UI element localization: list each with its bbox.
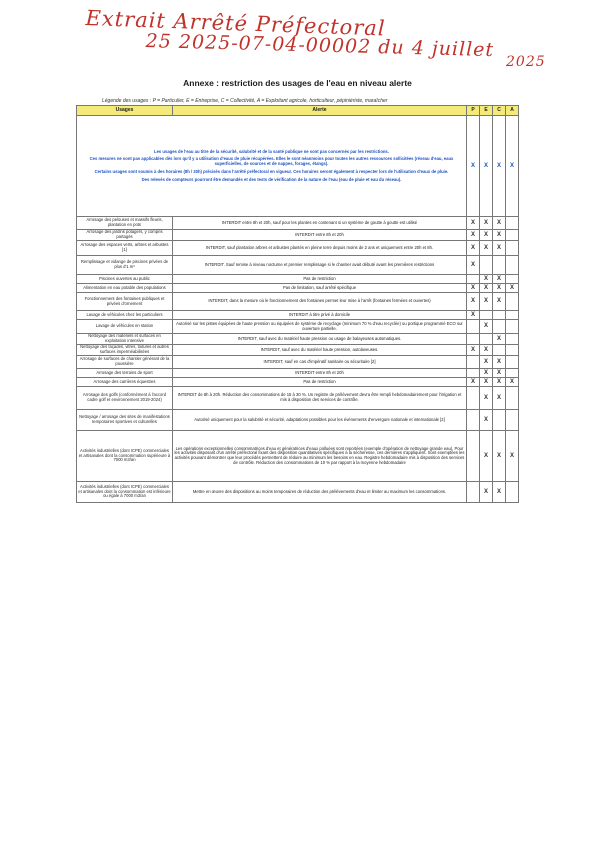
- header-c: C: [493, 106, 506, 116]
- table-header-row: [77, 106, 519, 116]
- usage-cell: Activités industrielles (dont ICPE) commerciales et artisanales dont la consommation supérieure à 7000 m3/an: [77, 431, 173, 482]
- alerte-cell: Pas de restriction: [173, 275, 467, 284]
- usage-cell: Nettoyage / arrosage des sites de manifestations temporaires sportives et culturelles: [77, 410, 173, 431]
- usage-cell: Arrosage des pelouses et massifs fleuris, plantation en pots: [77, 217, 173, 230]
- table-row: [77, 284, 519, 293]
- mark-c: X: [493, 284, 506, 293]
- table-row: [77, 334, 519, 345]
- mark-e: [480, 334, 493, 345]
- alerte-cell: Les opérations exceptionnelles consommatrices d'eau et génératrices d'eaux polluées sont reportées (exemple d'opération de nettoyage grande eau). Pour les activités disposant d'un arrêté préfectoral fixant des disposition quantitatives spécifiques à la sécheresse, ces dernières s'appliquent. Sont exemptées les activités pouvant démontrer que leur procédés permettent de réduire au minimum les besoins en eau. Registre hebdomadaire mis à disposition des services de contrôle. Réduction des consommations de 10 % par rapport à la moyenne hebdomadaire: [173, 431, 467, 482]
- document-title: Annexe : restriction des usages de l'eau en niveau alerte: [183, 78, 412, 88]
- table-row: [77, 482, 519, 503]
- table-row: [77, 256, 519, 275]
- usage-cell: Nettoyage des matériels et surfaces en exploitation intensive: [77, 334, 173, 345]
- mark-e: X: [480, 482, 493, 503]
- usage-cell: Remplissage et vidange de piscines privées de plus d'1 m³: [77, 256, 173, 275]
- usage-cell: Arrosage des espaces verts, arbres et arbustes [1]: [77, 241, 173, 256]
- mark-c: X: [493, 334, 506, 345]
- mark-p: [467, 369, 480, 378]
- mark-p: X: [467, 293, 480, 311]
- table-row: [77, 217, 519, 230]
- table-row: [77, 387, 519, 410]
- mark-e: X: [480, 387, 493, 410]
- header-p: P: [467, 106, 480, 116]
- mark-c: X: [493, 217, 506, 230]
- mark-a: [506, 217, 519, 230]
- mark-a: X: [506, 431, 519, 482]
- mark-c: X: [493, 369, 506, 378]
- mark-p: X: [467, 378, 480, 387]
- mark-p: X: [467, 284, 480, 293]
- alerte-cell: Pas de limitation, sauf arrêté spécifique: [173, 284, 467, 293]
- mark-e: X: [480, 345, 493, 356]
- header-e: E: [480, 106, 493, 116]
- info-mark-a: X: [506, 116, 519, 217]
- table-row: [77, 378, 519, 387]
- alerte-cell: INTERDIT entre 8h et 20h: [173, 230, 467, 241]
- mark-c: [493, 320, 506, 334]
- mark-a: [506, 369, 519, 378]
- mark-e: X: [480, 293, 493, 311]
- table-row: [77, 431, 519, 482]
- mark-a: X: [506, 378, 519, 387]
- mark-c: [493, 311, 506, 320]
- info-mark-p: X: [467, 116, 480, 217]
- mark-p: X: [467, 311, 480, 320]
- alerte-cell: Pas de restriction: [173, 378, 467, 387]
- alerte-cell: INTERDIT entre 8h et 20h, sauf pour les plantes en contenant si un système de goutte à goutte est utilisé: [173, 217, 467, 230]
- mark-p: X: [467, 241, 480, 256]
- mark-p: [467, 334, 480, 345]
- table-row: [77, 311, 519, 320]
- usage-cell: Nettoyage des façades, vitres, toitures et autres surfaces imperméabilisées: [77, 345, 173, 356]
- mark-a: [506, 345, 519, 356]
- info-paragraph: Des relevés de compteurs pourront être demandés et des tests de vérification de la nature de l'eau (eau de pluie et eau du réseau).: [141, 176, 402, 182]
- mark-a: [506, 241, 519, 256]
- usage-cell: Piscines ouvertes au public: [77, 275, 173, 284]
- mark-e: X: [480, 275, 493, 284]
- alerte-cell: INTERDIT entre 8h et 20h: [173, 369, 467, 378]
- table-row: [77, 410, 519, 431]
- mark-a: [506, 387, 519, 410]
- alerte-cell: INTERDIT, sauf plantation arbres et arbustes plantés en pleine terre depuis moins de 2 ans et uniquement entre 20h et 8h.: [173, 241, 467, 256]
- mark-e: X: [480, 284, 493, 293]
- mark-e: X: [480, 320, 493, 334]
- mark-a: [506, 482, 519, 503]
- alerte-cell: INTERDIT, sauf avec du matériel haute pression, autolaveuses.: [173, 345, 467, 356]
- mark-p: X: [467, 217, 480, 230]
- alerte-cell: Autorisé uniquement pour la salubrité et sécurité, adaptations possibles pour les événements d'envergure nationale et internationale [2]: [173, 410, 467, 431]
- mark-a: [506, 230, 519, 241]
- table-row: [77, 230, 519, 241]
- table-row: [77, 345, 519, 356]
- alerte-cell: Mettre en œuvre des dispositions au moins temporaires de réduction des prélèvements d'eau et limiter au maximum les consommations.: [173, 482, 467, 503]
- mark-p: [467, 431, 480, 482]
- usage-cell: Lavage de véhicules en station: [77, 320, 173, 334]
- mark-c: X: [493, 241, 506, 256]
- table-row: [77, 320, 519, 334]
- mark-a: [506, 334, 519, 345]
- alerte-cell: INTERDIT à titre privé à domicile: [173, 311, 467, 320]
- usage-cell: Arrosage des terrains de sport: [77, 369, 173, 378]
- mark-e: [480, 256, 493, 275]
- mark-c: [493, 345, 506, 356]
- mark-p: [467, 275, 480, 284]
- mark-a: [506, 410, 519, 431]
- alerte-cell: INTERDIT de 8h à 20h. Réduction des consommations de 15 à 30 %. Un registre de prélèvement devra être rempli hebdomadairement pour l'irrigation et mis à disposition des services de contrôle.: [173, 387, 467, 410]
- usage-cell: Lavage de véhicules chez les particuliers: [77, 311, 173, 320]
- mark-a: [506, 275, 519, 284]
- mark-c: X: [493, 482, 506, 503]
- mark-e: X: [480, 369, 493, 378]
- mark-p: [467, 387, 480, 410]
- mark-e: X: [480, 217, 493, 230]
- table-row: [77, 275, 519, 284]
- alerte-cell: Autorisé sur les pistes équipées de haute pression ou équipées de système de recyclage (minimum 70 % d'eau recyclée) ou portique programmé ECO sur ouverture partielle.: [173, 320, 467, 334]
- handwritten-annotation: Extrait Arrêté Préfectoral: [85, 6, 386, 41]
- table-row: [77, 241, 519, 256]
- mark-e: [480, 311, 493, 320]
- mark-c: X: [493, 387, 506, 410]
- info-cell: [77, 116, 467, 217]
- mark-c: X: [493, 356, 506, 369]
- restriction-table: [76, 105, 519, 503]
- mark-c: [493, 256, 506, 275]
- usage-cell: Arrosage de surfaces de chantier générant de la poussière: [77, 356, 173, 369]
- mark-e: X: [480, 230, 493, 241]
- mark-p: X: [467, 256, 480, 275]
- mark-p: X: [467, 345, 480, 356]
- mark-p: [467, 320, 480, 334]
- alerte-cell: INTERDIT, sauf en cas d'impératif sanitaire ou sécuritaire [2]: [173, 356, 467, 369]
- mark-a: [506, 320, 519, 334]
- mark-e: X: [480, 431, 493, 482]
- mark-p: [467, 482, 480, 503]
- mark-c: [493, 410, 506, 431]
- alerte-cell: INTERDIT, dans la mesure où le fonctionnement des fontaines permet leur mise à l'arrêt (fontaines fermées et ouvertes): [173, 293, 467, 311]
- header-usages: Usages: [77, 106, 173, 116]
- mark-c: X: [493, 431, 506, 482]
- usage-cell: Activités industrielles (dont ICPE) commerciales et artisanales dont la consommation est inférieure ou égale à 7000 m3/an: [77, 482, 173, 503]
- table-row: [77, 356, 519, 369]
- header-alerte: Alerte: [173, 106, 467, 116]
- info-paragraph: Certains usages sont soumis à des horaires (8h / 20h) précisés dans l'arrêté préfectoral en vigueur. Ces horaires seront également à respecter lors de l'utilisation d'eaux de pluie.: [94, 168, 449, 174]
- mark-p: [467, 356, 480, 369]
- usage-cell: Arrosage des carrières équestres: [77, 378, 173, 387]
- alerte-cell: INTERDIT, sauf avec du matériel haute pression ou usage de balayeuses automatiques.: [173, 334, 467, 345]
- mark-a: [506, 311, 519, 320]
- usage-cell: Arrosage des jardins potagers, y compris partagés: [77, 230, 173, 241]
- table-row: [77, 293, 519, 311]
- mark-c: X: [493, 293, 506, 311]
- mark-a: X: [506, 284, 519, 293]
- mark-a: [506, 356, 519, 369]
- mark-c: X: [493, 378, 506, 387]
- usage-cell: Arrosage des golfs (conformément à l'accord cadre golf et environnement 2019-2024): [77, 387, 173, 410]
- mark-e: X: [480, 356, 493, 369]
- usage-cell: Alimentation en eau potable des populations: [77, 284, 173, 293]
- mark-p: [467, 410, 480, 431]
- info-mark-c: X: [493, 116, 506, 217]
- info-mark-e: X: [480, 116, 493, 217]
- table-row: [77, 369, 519, 378]
- info-paragraph: Ces mesures ne sont pas applicables dès lors qu'il y a utilisation d'eaux de pluie récupérées. Elles le sont néanmoins pour toutes les autres ressources sollicitées (réseau d'eau, eaux superficielles, de sources et de nappes, forages, étangs).: [89, 156, 454, 167]
- handwritten-reference: 25 2025-07-04-00002 du 4 juillet: [145, 30, 495, 62]
- handwritten-year: 2025: [506, 54, 546, 70]
- mark-e: X: [480, 241, 493, 256]
- legend-text: Légende des usages : P = Particulier, E = Entreprise, C = Collectivité, A = Exploitant agricole, horticulteur, pépiniériste, maraîcher: [102, 98, 388, 104]
- mark-e: X: [480, 410, 493, 431]
- usage-cell: Fonctionnement des fontaines publiques et privées d'ornement: [77, 293, 173, 311]
- mark-c: X: [493, 230, 506, 241]
- info-row: [77, 116, 519, 217]
- info-paragraph: Les usages de l'eau au titre de la sécurité, salubrité et de la santé publique ne sont pas concernés par les restrictions.: [154, 148, 389, 154]
- mark-e: X: [480, 378, 493, 387]
- header-a: A: [506, 106, 519, 116]
- mark-a: [506, 293, 519, 311]
- alerte-cell: INTERDIT. Sauf remise à niveau nocturne et premier remplissage si le chantier avait débuté avant les premières restrictions: [173, 256, 467, 275]
- mark-c: X: [493, 275, 506, 284]
- mark-a: [506, 256, 519, 275]
- mark-p: X: [467, 230, 480, 241]
